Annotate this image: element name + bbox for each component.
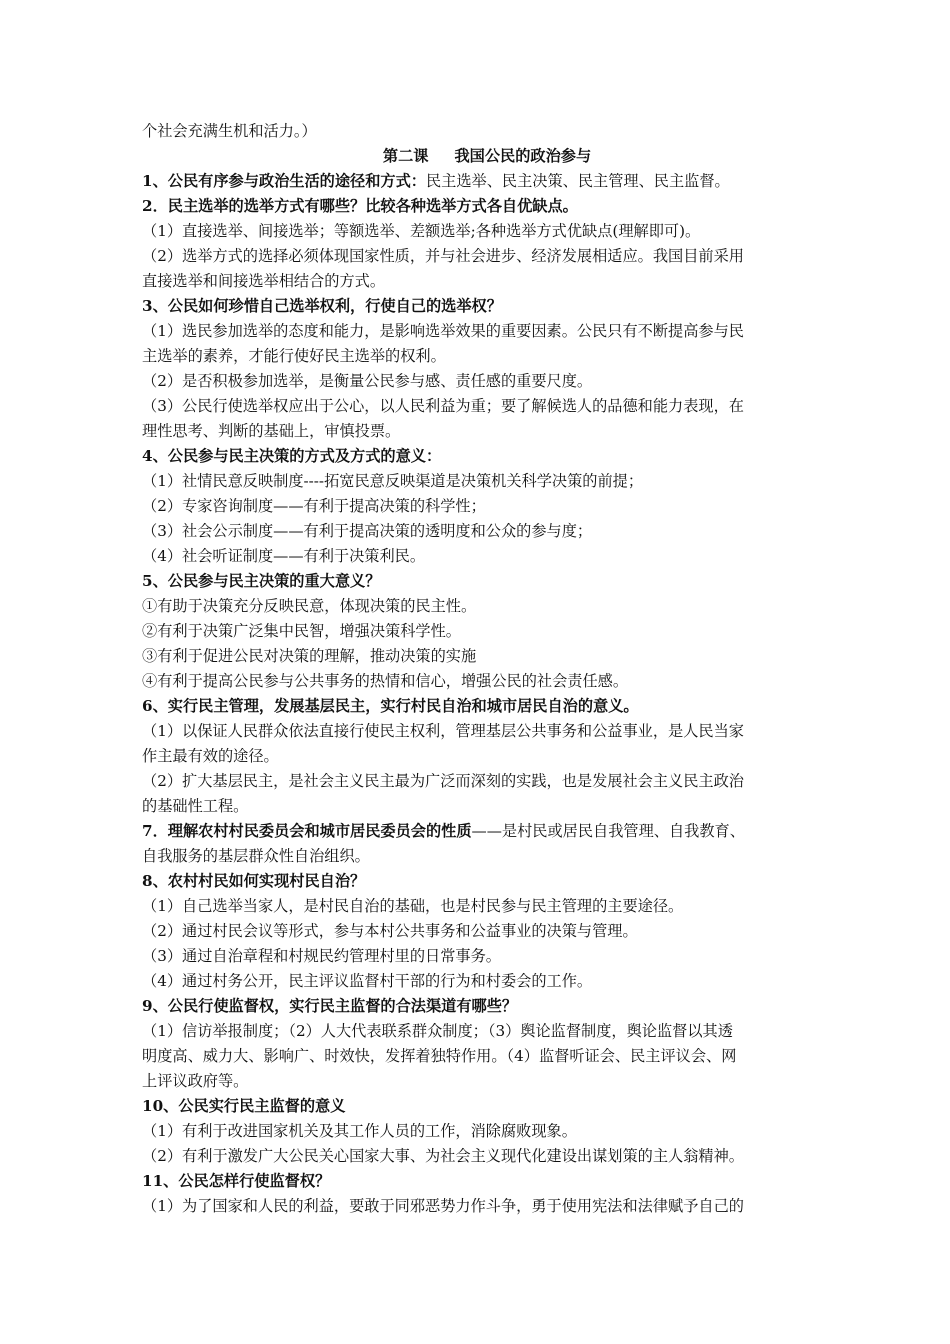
text-line: 自我服务的基层群众性自治组织。 [142, 847, 370, 865]
lesson-title [142, 144, 812, 169]
question-heading: 5、公民参与民主决策的重大意义？ [142, 572, 381, 590]
text-line: （1）有利于改进国家机关及其工作人员的工作，消除腐败现象。 [142, 1122, 577, 1140]
text-line: 明度高、威力大、影响广、时效快，发挥着独特作用。（4）监督听证会、民主评议会、网 [142, 1047, 737, 1065]
text-line: （3）公民行使选举权应出于公心，以人民利益为重；要了解候选人的品德和能力表现，在 [142, 397, 744, 415]
question-heading: 9、公民行使监督权，实行民主监督的合法渠道有哪些？ [142, 997, 518, 1015]
text-line: ③有利于促进公民对决策的理解，推动决策的实施 [142, 647, 477, 665]
question-heading: 10、公民实行民主监督的意义 [142, 1097, 346, 1115]
text-line [142, 169, 812, 194]
text-line: （1）直接选举、间接选举；等额选举、差额选举;各种选举方式优缺点(理解即可)。 [142, 222, 701, 240]
text-line: （2）专家咨询制度——有利于提高决策的科学性； [142, 497, 486, 515]
lesson-number: 第二课 [382, 147, 429, 165]
text-line: ②有利于决策广泛集中民智，增强决策科学性。 [142, 622, 461, 640]
text-line: （4）社会听证制度——有利于决策利民。 [142, 547, 426, 565]
text-line: （2）是否积极参加选举，是衡量公民参与感、责任感的重要尺度。 [142, 372, 593, 390]
text-line: （3）社会公示制度——有利于提高决策的透明度和公众的参与度； [142, 522, 593, 540]
text-line: （2）扩大基层民主，是社会主义民主最为广泛而深刻的实践，也是发展社会主义民主政治 [142, 772, 744, 790]
text-line: 主选举的素养，才能行使好民主选举的权利。 [142, 347, 446, 365]
text-line: （3）通过自治章程和村规民约管理村里的日常事务。 [142, 947, 501, 965]
text-line: ④有利于提高公民参与公共事务的热情和信心，增强公民的社会责任感。 [142, 672, 628, 690]
body-text: 民主选举、民主决策、民主管理、民主监督。 [425, 172, 730, 190]
heading-text: 7．理解农村村民委员会和城市居民委员会的性质 [142, 822, 472, 840]
question-heading: 3、公民如何珍惜自己选举权利，行使自己的选举权？ [142, 297, 502, 315]
text-line [142, 819, 812, 844]
text-line: （1）自己选举当家人，是村民自治的基础，也是村民参与民主管理的主要途径。 [142, 897, 684, 915]
text-line: 的基础性工程。 [142, 797, 249, 815]
question-heading: 8、农村村民如何实现村民自治？ [142, 872, 366, 890]
document-content [142, 119, 812, 1219]
text-line: （1）为了国家和人民的利益，要敢于同邪恶势力作斗争，勇于使用宪法和法律赋予自己的 [142, 1197, 744, 1215]
text-line: （1）选民参加选举的态度和能力，是影响选举效果的重要因素。公民只有不断提高参与民 [142, 322, 744, 340]
body-text: ——是村民或居民自我管理、自我教育、 [471, 822, 745, 840]
text-line: ①有助于决策充分反映民意，体现决策的民主性。 [142, 597, 477, 615]
text-line: 上评议政府等。 [142, 1072, 249, 1090]
question-heading: 6、实行民主管理，发展基层民主，实行村民自治和城市居民自治的意义。 [142, 697, 639, 715]
question-heading: 2．民主选举的选举方式有哪些？比较各种选举方式各自优缺点。 [142, 197, 578, 215]
question-heading: 4、公民参与民主决策的方式及方式的意义： [142, 447, 442, 465]
text-line: 个社会充满生机和活力。） [142, 122, 317, 140]
text-line: 理性思考、判断的基础上，审慎投票。 [142, 422, 401, 440]
heading-text: 1、公民有序参与政治生活的途径和方式： [142, 172, 426, 190]
text-line: （1）信访举报制度；（2）人大代表联系群众制度；（3）舆论监督制度，舆论监督以其透 [142, 1022, 733, 1040]
lesson-name: 我国公民的政治参与 [454, 147, 592, 165]
text-line: （1）以保证人民群众依法直接行使民主权利，管理基层公共事务和公益事业，是人民当家 [142, 722, 744, 740]
text-line: （2）有利于激发广大公民关心国家大事、为社会主义现代化建设出谋划策的主人翁精神。 [142, 1147, 744, 1165]
text-line: （4）通过村务公开，民主评议监督村干部的行为和村委会的工作。 [142, 972, 593, 990]
text-line: （2）通过村民会议等形式，参与本村公共事务和公益事业的决策与管理。 [142, 922, 638, 940]
question-heading: 11、公民怎样行使监督权？ [142, 1172, 331, 1190]
text-line: 作主最有效的途径。 [142, 747, 279, 765]
text-line: （1）社情民意反映制度----拓宽民意反映渠道是决策机关科学决策的前提； [142, 472, 644, 490]
text-line: （2）选举方式的选择必须体现国家性质，并与社会进步、经济发展相适应。我国目前采用 [142, 247, 744, 265]
text-line: 直接选举和间接选举相结合的方式。 [142, 272, 385, 290]
